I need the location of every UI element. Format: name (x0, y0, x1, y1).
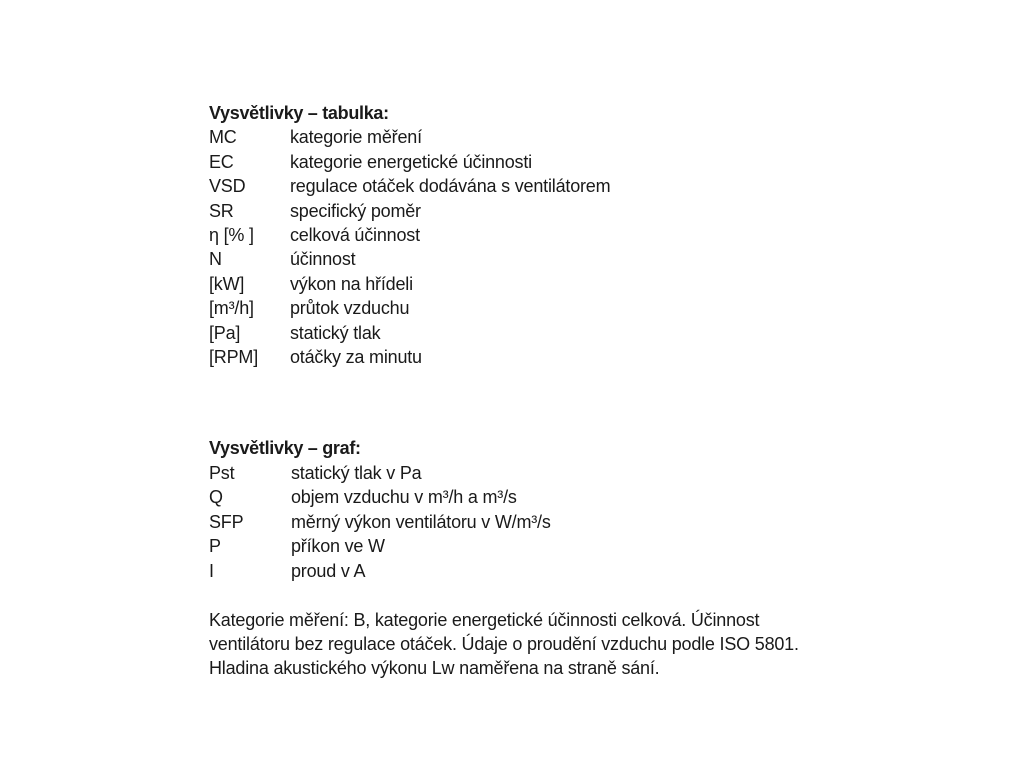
legend-term: η [% ] (209, 225, 254, 246)
legend-term: Q (209, 487, 223, 508)
legend-row (209, 559, 849, 583)
legend-term: [m³/h] (209, 298, 254, 319)
legend-row (209, 321, 849, 345)
graph-legend-section (209, 436, 849, 582)
table-legend-heading: Vysvětlivky – tabulka: (209, 103, 389, 123)
legend-desc: proud v A (291, 560, 366, 581)
graph-legend-heading: Vysvětlivky – graf: (209, 438, 361, 459)
legend-desc: výkon na hřídeli (290, 273, 413, 294)
legend-term: [RPM] (209, 347, 259, 368)
legend-row (209, 461, 849, 485)
legend-desc: specifický poměr (290, 200, 421, 221)
legend-desc: průtok vzduchu (290, 298, 410, 319)
legend-term: EC (209, 151, 234, 172)
legend-desc: otáčky za minutu (290, 347, 422, 368)
legend-row (209, 485, 849, 509)
legend-row (209, 247, 849, 271)
legend-term: SFP (209, 511, 244, 532)
legend-desc: statický tlak (290, 322, 381, 343)
legend-desc: objem vzduchu v m³/h a m³/s (291, 487, 517, 508)
legend-term: P (209, 536, 221, 557)
legend-desc: příkon ve W (291, 536, 385, 557)
table-legend-section (209, 101, 849, 369)
legend-term: MC (209, 127, 237, 148)
legend-row (209, 345, 849, 369)
legend-term: Pst (209, 462, 235, 483)
legend-desc: kategorie měření (290, 127, 422, 148)
legend-desc: kategorie energetické účinnosti (290, 151, 532, 172)
legend-row (209, 199, 849, 223)
legend-desc: celková účinnost (290, 225, 420, 246)
legend-row (209, 510, 849, 534)
measurement-note: Kategorie měření: B, kategorie energetické účinnosti celková. Účinnost ventilátoru bez regulace otáček. Údaje o proudění vzduchu podle ISO 5801. Hladina akustického výkonu Lw naměřena na straně sání. (209, 609, 799, 678)
legend-desc: účinnost (290, 249, 356, 270)
legend-term: SR (209, 200, 234, 221)
legend-term: I (209, 560, 214, 581)
legend-row (209, 296, 849, 320)
legend-term: [Pa] (209, 322, 241, 343)
legend-row (209, 150, 849, 174)
legend-desc: statický tlak v Pa (291, 462, 422, 483)
legend-row (209, 174, 849, 198)
legend-row (209, 223, 849, 247)
legend-desc: regulace otáček dodávána s ventilátorem (290, 176, 611, 197)
legend-row (209, 125, 849, 149)
legend-desc: měrný výkon ventilátoru v W/m³/s (291, 511, 551, 532)
legend-row (209, 272, 849, 296)
legend-term: [kW] (209, 273, 245, 294)
legend-row (209, 534, 849, 558)
legend-term: VSD (209, 176, 246, 197)
legend-term: N (209, 249, 222, 270)
legend-document (209, 101, 849, 698)
